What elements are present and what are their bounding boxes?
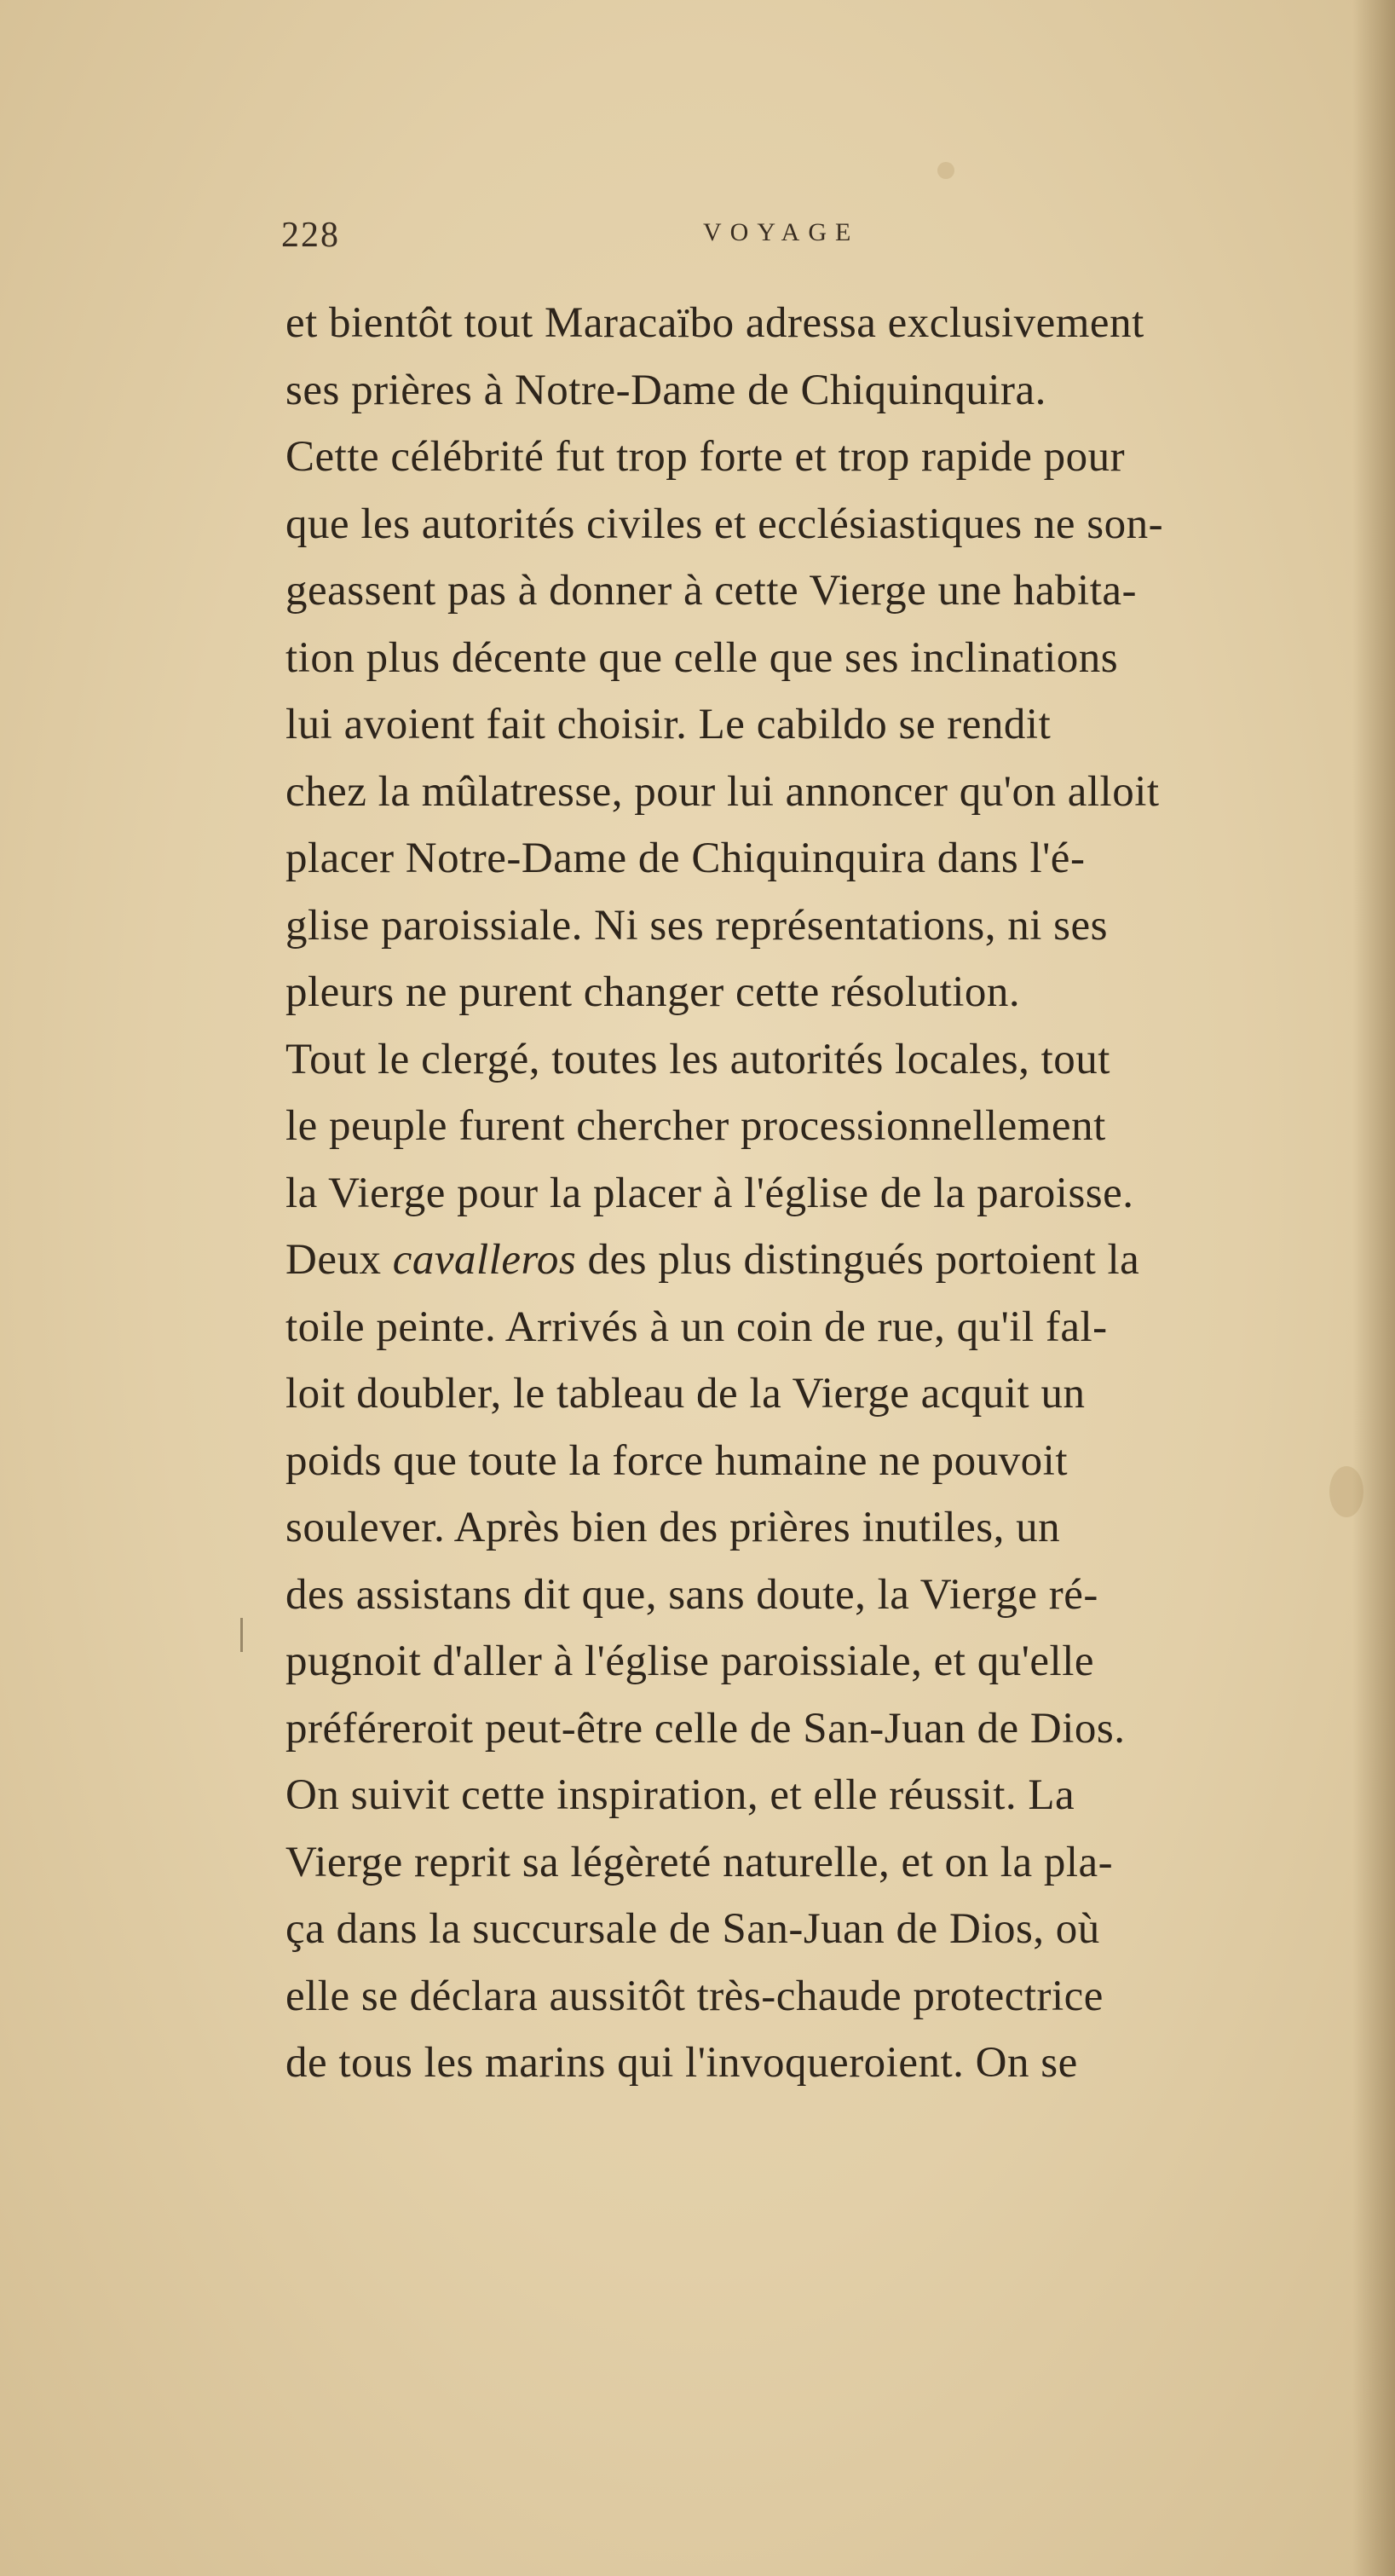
text-line: ses prières à Notre-Dame de Chiquinquira. bbox=[285, 366, 1046, 414]
paper-stain bbox=[937, 162, 954, 179]
text-line: poids que toute la force humaine ne pouvoit bbox=[285, 1436, 1069, 1485]
margin-mark bbox=[240, 1618, 243, 1652]
text-line: soulever. Après bien des prières inutiles, un bbox=[285, 1504, 1061, 1551]
text-line: des assistans dit que, sans doute, la Vierge ré- bbox=[285, 1570, 1098, 1619]
text-segment: Deux bbox=[285, 1236, 393, 1284]
running-head: VOYAGE bbox=[703, 218, 860, 246]
text-line: la Vierge pour la placer à l'église de la paroisse. bbox=[285, 1169, 1134, 1217]
text-line: glise paroissiale. Ni ses représentations, ni ses bbox=[285, 901, 1108, 950]
text-line: geassent pas à donner à cette Vierge une habita- bbox=[285, 567, 1137, 615]
text-line: On suivit cette inspiration, et elle réussit. La bbox=[285, 1771, 1075, 1819]
text-line: Vierge reprit sa légèreté naturelle, et on la pla- bbox=[285, 1838, 1114, 1886]
text-line: préféreroit peut-être celle de San-Juan de Dios. bbox=[285, 1704, 1126, 1753]
text-line: toile peinte. Arrivés à un coin de rue, qu'il fal- bbox=[285, 1302, 1108, 1351]
text-line: de tous les marins qui l'invoqueroient. On se bbox=[285, 2039, 1078, 2087]
text-line: pugnoit d'aller à l'église paroissiale, et qu'elle bbox=[285, 1637, 1095, 1685]
page-header bbox=[281, 215, 963, 266]
text-line: tion plus décente que celle que ses inclinations bbox=[285, 633, 1119, 682]
text-line: elle se déclara aussitôt très-chaude protectrice bbox=[285, 1972, 1104, 2020]
text-line: que les autorités civiles et ecclésiastiques ne son- bbox=[285, 500, 1164, 548]
text-line: loit doubler, le tableau de la Vierge acquit un bbox=[285, 1370, 1086, 1418]
page-number: 228 bbox=[281, 216, 340, 255]
text-line: lui avoient fait choisir. Le cabildo se rendit bbox=[285, 701, 1052, 748]
body-text bbox=[285, 290, 1393, 2097]
text-line: chez la mûlatresse, pour lui annoncer qu'on alloit bbox=[285, 767, 1160, 816]
text-line: placer Notre-Dame de Chiquinquira dans l'é- bbox=[285, 835, 1086, 882]
text-line: et bientôt tout Maracaïbo adressa exclusivement bbox=[285, 299, 1144, 347]
text-line: ça dans la succursale de San-Juan de Dios, où bbox=[285, 1905, 1100, 1953]
text-line-with-italic bbox=[285, 1227, 1393, 1294]
text-line: pleurs ne purent changer cette résolution. bbox=[285, 968, 1021, 1016]
text-segment: des plus distingués portoient la bbox=[576, 1236, 1140, 1284]
text-line: le peuple furent chercher processionnellement bbox=[285, 1102, 1106, 1150]
italic-word: cavalleros bbox=[392, 1236, 577, 1284]
text-line: Cette célébrité fut trop forte et trop rapide pour bbox=[285, 433, 1126, 481]
text-line: Tout le clergé, toutes les autorités locales, tout bbox=[285, 1035, 1110, 1083]
